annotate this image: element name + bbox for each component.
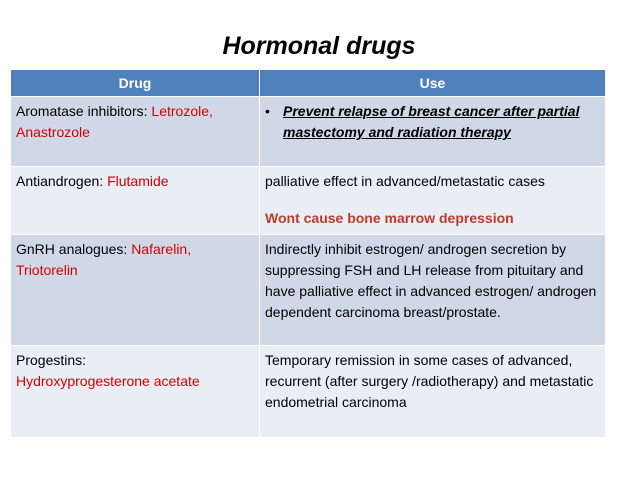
drug-names: Flutamide	[107, 173, 169, 189]
use-text: Prevent relapse of breast cancer after partial mastectomy and radiation therapy	[283, 103, 580, 140]
use-cell	[260, 167, 606, 235]
drug-names: Nafarelin, Triotorelin	[16, 241, 192, 278]
header-drug: Drug	[11, 70, 260, 97]
hormonal-drugs-table	[10, 69, 606, 438]
drug-class: Aromatase inhibitors:	[16, 103, 152, 119]
drug-cell	[11, 235, 260, 346]
use-cell	[260, 235, 606, 346]
drug-class: Progestins:	[16, 352, 87, 368]
use-text-continued: recurrent (after surgery /radiotherapy) and metastatic endometrial carcinoma	[265, 373, 594, 410]
table-row	[11, 235, 606, 346]
drug-cell	[11, 97, 260, 167]
drug-cell	[11, 167, 260, 235]
drug-names: Letrozole, Anastrozole	[16, 103, 213, 140]
bullet-icon: •	[265, 103, 270, 119]
use-note: Wont cause bone marrow depression	[265, 210, 514, 226]
use-bullet-list	[265, 101, 600, 143]
table-row	[11, 346, 606, 438]
use-cell	[260, 346, 606, 438]
header-use: Use	[260, 70, 606, 97]
table-row	[11, 167, 606, 235]
use-text-continued: dependent carcinoma breast/prostate.	[265, 304, 501, 320]
drug-names: Hydroxyprogesterone acetate	[16, 373, 200, 389]
drug-class: Antiandrogen:	[16, 173, 108, 189]
slide-title: Hormonal drugs	[222, 32, 416, 60]
use-text: Temporary remission in some cases of advanced,	[265, 352, 573, 368]
table-row	[11, 97, 606, 167]
drug-class: GnRH analogues:	[16, 241, 132, 257]
list-item	[265, 101, 600, 143]
use-cell	[260, 97, 606, 167]
use-text: palliative effect in advanced/metastatic cases	[265, 173, 545, 189]
use-text: Indirectly inhibit estrogen/ androgen secretion by suppressing FSH and LH release from pituitary and have palliative effect in advanced estrogen/ androgen	[265, 241, 597, 299]
drug-cell	[11, 346, 260, 438]
table-header-row	[11, 70, 606, 97]
